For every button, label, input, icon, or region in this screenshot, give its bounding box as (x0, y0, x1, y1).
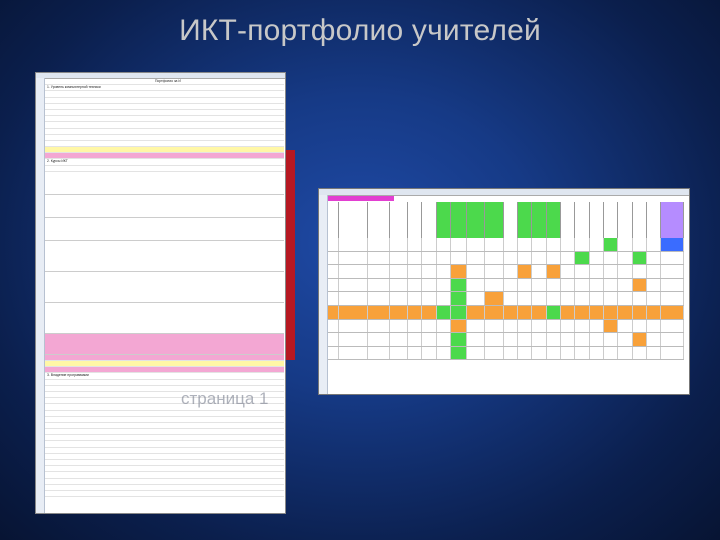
table-cell (390, 347, 408, 360)
row-number-gutter (319, 195, 328, 394)
table-cell (408, 252, 422, 265)
table-cell (518, 306, 532, 319)
table-cell (408, 320, 422, 333)
header-cell (532, 202, 546, 239)
table-cell (590, 306, 604, 319)
table-cell (368, 320, 390, 333)
sheet-title-highlight (328, 196, 394, 201)
table-cell (518, 252, 532, 265)
header-cell (561, 202, 575, 239)
header-cell (485, 202, 503, 239)
column-header-bar (319, 189, 689, 196)
table-row (45, 303, 284, 334)
section-heading: 3. Владение программами (47, 373, 89, 378)
table-cell (437, 238, 451, 251)
table-cell (368, 279, 390, 292)
table-cell (518, 238, 532, 251)
header-cell (390, 202, 408, 239)
teachers-table (328, 238, 684, 360)
table-cell (422, 238, 436, 251)
table-cell (339, 292, 369, 305)
table-cell (575, 292, 589, 305)
header-cell (339, 202, 369, 239)
table-cell (485, 252, 503, 265)
table-cell (647, 306, 661, 319)
table-cell (437, 347, 451, 360)
page-watermark: страница 1 (181, 389, 269, 408)
table-cell (339, 265, 369, 278)
table-cell (422, 347, 436, 360)
table-cell (408, 347, 422, 360)
table-cell (633, 252, 647, 265)
table-cell (618, 347, 632, 360)
table-cell (604, 292, 618, 305)
table-row (328, 292, 684, 306)
table-cell (368, 292, 390, 305)
table-cell (504, 238, 518, 251)
table-cell (575, 265, 589, 278)
table-row (45, 241, 284, 272)
table-cell (661, 279, 684, 292)
table-cell (647, 265, 661, 278)
table-cell (618, 252, 632, 265)
table-cell (390, 320, 408, 333)
header-cell (422, 202, 436, 239)
table-cell (575, 306, 589, 319)
table-cell (390, 306, 408, 319)
table-cell (561, 320, 575, 333)
header-cell (647, 202, 661, 239)
table-cell (467, 252, 485, 265)
header-cell (437, 202, 451, 239)
table-cell (368, 306, 390, 319)
table-cell (485, 279, 503, 292)
table-cell (422, 279, 436, 292)
table-cell (328, 306, 339, 319)
table-cell (437, 320, 451, 333)
table-cell (661, 252, 684, 265)
table-cell (590, 265, 604, 278)
table-cell (532, 333, 546, 346)
table-cell (604, 347, 618, 360)
table-cell (518, 265, 532, 278)
table-cell (390, 238, 408, 251)
table-cell (422, 320, 436, 333)
table-cell (561, 292, 575, 305)
table-row (328, 265, 684, 279)
header-cell (518, 202, 532, 239)
table-cell (504, 347, 518, 360)
portfolio-spreadsheet-left (35, 72, 286, 514)
table-cell (467, 238, 485, 251)
table-cell (532, 347, 546, 360)
table-cell (618, 292, 632, 305)
table-cell (328, 252, 339, 265)
table-cell (504, 292, 518, 305)
table-cell (504, 306, 518, 319)
section-heading: 2. Курсы ИКТ (47, 159, 68, 164)
table-cell (451, 306, 467, 319)
table-cell (328, 238, 339, 251)
table-cell (618, 238, 632, 251)
table-cell (328, 265, 339, 278)
table-cell (451, 333, 467, 346)
table-cell (328, 292, 339, 305)
table-cell (518, 320, 532, 333)
table-cell (547, 306, 561, 319)
header-cell (590, 202, 604, 239)
table-cell (633, 292, 647, 305)
table-cell (590, 252, 604, 265)
table-cell (590, 279, 604, 292)
table-cell (661, 306, 684, 319)
table-cell (575, 333, 589, 346)
table-cell (467, 306, 485, 319)
table-cell (575, 279, 589, 292)
table-row (45, 195, 284, 218)
table-cell (390, 333, 408, 346)
table-cell (422, 306, 436, 319)
table-cell (339, 347, 369, 360)
table-cell (451, 292, 467, 305)
table-cell (547, 320, 561, 333)
table-cell (547, 279, 561, 292)
table-cell (451, 252, 467, 265)
section-heading: 1. Уровень компьютерной техники (47, 85, 101, 90)
table-cell (422, 333, 436, 346)
table-cell (368, 238, 390, 251)
table-row (45, 218, 284, 241)
table-cell (561, 238, 575, 251)
table-row (328, 238, 684, 252)
table-cell (467, 265, 485, 278)
table-row (328, 252, 684, 266)
table-cell (437, 306, 451, 319)
table-cell (485, 347, 503, 360)
table-cell (518, 292, 532, 305)
table-cell (661, 333, 684, 346)
table-cell (368, 333, 390, 346)
table-cell (618, 265, 632, 278)
table-cell (647, 320, 661, 333)
table-cell (561, 265, 575, 278)
sheet-heading: Портфолио за И (155, 79, 181, 83)
table-cell (467, 279, 485, 292)
table-cell (590, 292, 604, 305)
table-cell (647, 333, 661, 346)
table-cell (467, 333, 485, 346)
table-cell (339, 279, 369, 292)
table-row (328, 347, 684, 361)
table-cell (590, 238, 604, 251)
table-cell (504, 333, 518, 346)
table-row (328, 306, 684, 320)
table-cell (408, 265, 422, 278)
table-cell (368, 252, 390, 265)
table-cell (339, 333, 369, 346)
table-cell (575, 252, 589, 265)
table-row (45, 491, 284, 497)
table-cell (532, 265, 546, 278)
table-cell (633, 279, 647, 292)
table-cell (661, 238, 684, 251)
table-cell (328, 279, 339, 292)
table-cell (532, 306, 546, 319)
table-cell (575, 320, 589, 333)
table-cell (437, 333, 451, 346)
header-cell (575, 202, 589, 239)
table-cell (390, 279, 408, 292)
table-cell (467, 320, 485, 333)
header-cell (633, 202, 647, 239)
table-cell (451, 265, 467, 278)
table-cell (590, 320, 604, 333)
table-cell (485, 333, 503, 346)
table-cell (504, 252, 518, 265)
table-cell (422, 265, 436, 278)
table-cell (518, 347, 532, 360)
table-cell (575, 238, 589, 251)
table-cell (485, 292, 503, 305)
table-cell (518, 333, 532, 346)
table-cell (408, 292, 422, 305)
table-cell (390, 292, 408, 305)
table-cell (618, 320, 632, 333)
table-cell (561, 347, 575, 360)
header-cell (661, 202, 684, 239)
table-cell (547, 292, 561, 305)
table-cell (618, 333, 632, 346)
table-cell (547, 238, 561, 251)
table-cell (575, 347, 589, 360)
table-cell (485, 320, 503, 333)
header-cell (547, 202, 561, 239)
table-cell (408, 306, 422, 319)
table-cell (437, 265, 451, 278)
table-cell (437, 292, 451, 305)
table-cell (618, 279, 632, 292)
table-cell (561, 333, 575, 346)
table-cell (647, 252, 661, 265)
table-cell (604, 320, 618, 333)
table-cell (390, 265, 408, 278)
table-cell (339, 320, 369, 333)
table-cell (561, 306, 575, 319)
table-cell (451, 279, 467, 292)
table-cell (437, 279, 451, 292)
table-cell (561, 252, 575, 265)
table-cell (661, 320, 684, 333)
table-cell (390, 252, 408, 265)
table-cell (547, 333, 561, 346)
table-cell (633, 306, 647, 319)
slide-title: ИКТ-портфолио учителей (179, 14, 541, 47)
table-cell (408, 279, 422, 292)
table-cell (504, 265, 518, 278)
table-cell (532, 252, 546, 265)
table-cell (437, 252, 451, 265)
table-cell (451, 347, 467, 360)
header-cell (368, 202, 390, 239)
header-cell (451, 202, 467, 239)
table-cell (422, 292, 436, 305)
table-row (328, 333, 684, 347)
table-cell (661, 347, 684, 360)
table-cell (604, 252, 618, 265)
table-cell (647, 292, 661, 305)
table-cell (661, 265, 684, 278)
table-cell (604, 238, 618, 251)
table-cell (328, 320, 339, 333)
table-cell (532, 320, 546, 333)
table-cell (467, 292, 485, 305)
table-cell (339, 306, 369, 319)
table-row (45, 172, 284, 195)
table-cell (561, 279, 575, 292)
table-cell (590, 333, 604, 346)
table-cell (518, 279, 532, 292)
table-cell (532, 292, 546, 305)
table-cell (485, 265, 503, 278)
table-cell (451, 320, 467, 333)
table-cell (339, 238, 369, 251)
row-number-gutter (36, 78, 45, 513)
table-row (45, 272, 284, 303)
table-cell (604, 306, 618, 319)
table-cell (633, 347, 647, 360)
table-cell (339, 252, 369, 265)
table-cell (451, 238, 467, 251)
spreadsheet-body (45, 79, 284, 513)
table-cell (604, 279, 618, 292)
header-cell (408, 202, 422, 239)
table-cell (408, 333, 422, 346)
table-row (328, 279, 684, 293)
table-cell (661, 292, 684, 305)
table-cell (328, 333, 339, 346)
table-cell (633, 265, 647, 278)
table-cell (485, 306, 503, 319)
table-cell (647, 238, 661, 251)
table-cell (547, 265, 561, 278)
table-cell (604, 333, 618, 346)
table-cell (328, 347, 339, 360)
table-cell (633, 320, 647, 333)
table-cell (504, 320, 518, 333)
table-cell (467, 347, 485, 360)
header-cell (467, 202, 485, 239)
table-cell (485, 238, 503, 251)
teachers-spreadsheet-right (318, 188, 690, 395)
table-cell (647, 347, 661, 360)
table-cell (618, 306, 632, 319)
header-cell (618, 202, 632, 239)
table-cell (368, 347, 390, 360)
table-cell (547, 252, 561, 265)
table-cell (647, 279, 661, 292)
header-cell (604, 202, 618, 239)
table-cell (504, 279, 518, 292)
table-cell (532, 279, 546, 292)
table-header-row (328, 202, 684, 238)
table-cell (368, 265, 390, 278)
table-row (328, 320, 684, 334)
table-cell (422, 252, 436, 265)
table-cell (604, 265, 618, 278)
table-cell (590, 347, 604, 360)
header-cell (504, 202, 518, 239)
table-cell (547, 347, 561, 360)
header-cell (328, 202, 339, 239)
table-cell (633, 238, 647, 251)
table-cell (532, 238, 546, 251)
table-cell (408, 238, 422, 251)
table-row (45, 334, 284, 355)
table-cell (633, 333, 647, 346)
